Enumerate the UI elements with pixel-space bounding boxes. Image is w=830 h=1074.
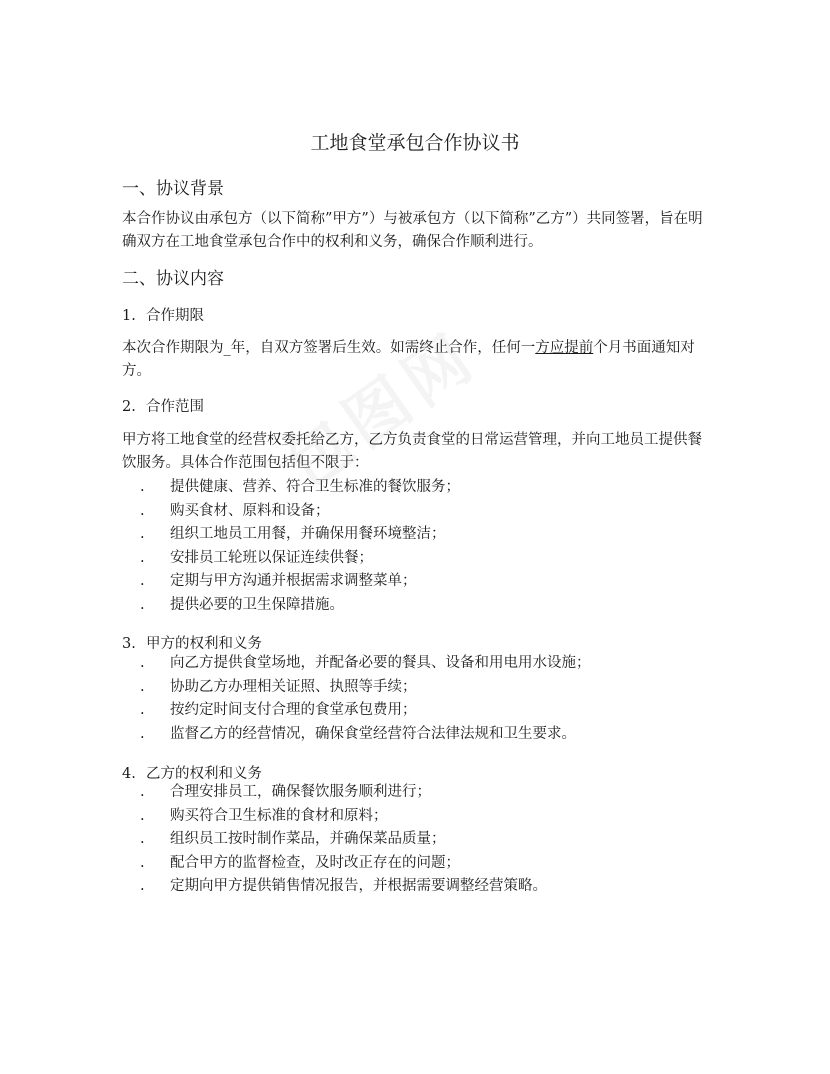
background-paragraph: 本合作协议由承包方（以下简称”甲方”）与被承包方（以下简称”乙方”）共同签署，旨在明确双方在工地食堂承包合作中的权利和义务，确保合作顺利进行。 [122, 211, 703, 250]
scope-list [140, 476, 460, 617]
list-item: . 组织员工按时制作菜品，并确保菜品质量； [140, 831, 446, 847]
list-item: . 组织工地员工用餐，并确保用餐环境整洁； [140, 526, 446, 542]
term-paragraph [122, 337, 712, 383]
subsection-label: 乙方的权利和义务 [146, 766, 262, 782]
list-item: . 向乙方提供食堂场地，并配备必要的餐具、设备和用电用水设施； [140, 655, 591, 671]
party-b-list [140, 781, 547, 899]
subsection-number: 2. [122, 399, 136, 415]
list-item: . 协助乙方办理相关证照、执照等手续； [140, 678, 417, 695]
list-item: . 购买食材、原料和设备； [140, 502, 330, 519]
section-heading-content: 二、协议内容 [122, 269, 224, 289]
list-item: . 安排员工轮班以保证连续供餐； [140, 549, 373, 566]
list-item: . 定期向甲方提供销售情况报告，并根据需要调整经营策略。 [140, 878, 547, 894]
document-title: 工地食堂承包合作协议书 [310, 132, 520, 154]
term-text-end: 个月书面通知对方。 [122, 340, 695, 379]
subsection-heading-scope [122, 395, 204, 416]
list-item: . 按约定时间支付合理的食堂承包费用； [140, 702, 417, 718]
scope-paragraph: 甲方将工地食堂的经营权委托给乙方，乙方负责食堂的日常运营管理，并向工地员工提供餐饮服务。具体合作范围包括但不限于： [122, 432, 702, 471]
term-text: 本次合作期限为_年，自双方签署后生效。如需终止合作，任何一 [122, 340, 536, 356]
list-item: . 定期与甲方沟通并根据需求调整菜单； [140, 573, 417, 589]
party-a-list [140, 652, 591, 746]
list-item: . 提供健康、营养、符合卫生标准的餐饮服务； [140, 479, 460, 495]
subsection-number: 1. [122, 308, 136, 324]
subsection-label: 甲方的权利和义务 [146, 636, 262, 652]
subsection-heading-party-b [122, 762, 262, 783]
subsection-label: 合作范围 [146, 399, 204, 415]
list-item: . 购买符合卫生标准的食材和原料； [140, 807, 388, 824]
term-underlined-text: 方应提前 [535, 340, 594, 356]
subsection-number: 4. [122, 766, 136, 782]
subsection-heading-party-a [122, 632, 262, 653]
list-item: . 监督乙方的经营情况，确保食堂经营符合法律法规和卫生要求。 [140, 725, 576, 742]
subsection-heading-term [122, 304, 204, 325]
list-item: . 合理安排员工，确保餐饮服务顺利进行； [140, 784, 431, 800]
subsection-label: 合作期限 [146, 308, 204, 324]
list-item: . 配合甲方的监督检查，及时改正存在的问题； [140, 854, 460, 871]
subsection-number: 3. [122, 636, 136, 652]
section-heading-background: 一、协议背景 [122, 179, 224, 199]
list-item: . 提供必要的卫生保障措施。 [140, 596, 344, 613]
